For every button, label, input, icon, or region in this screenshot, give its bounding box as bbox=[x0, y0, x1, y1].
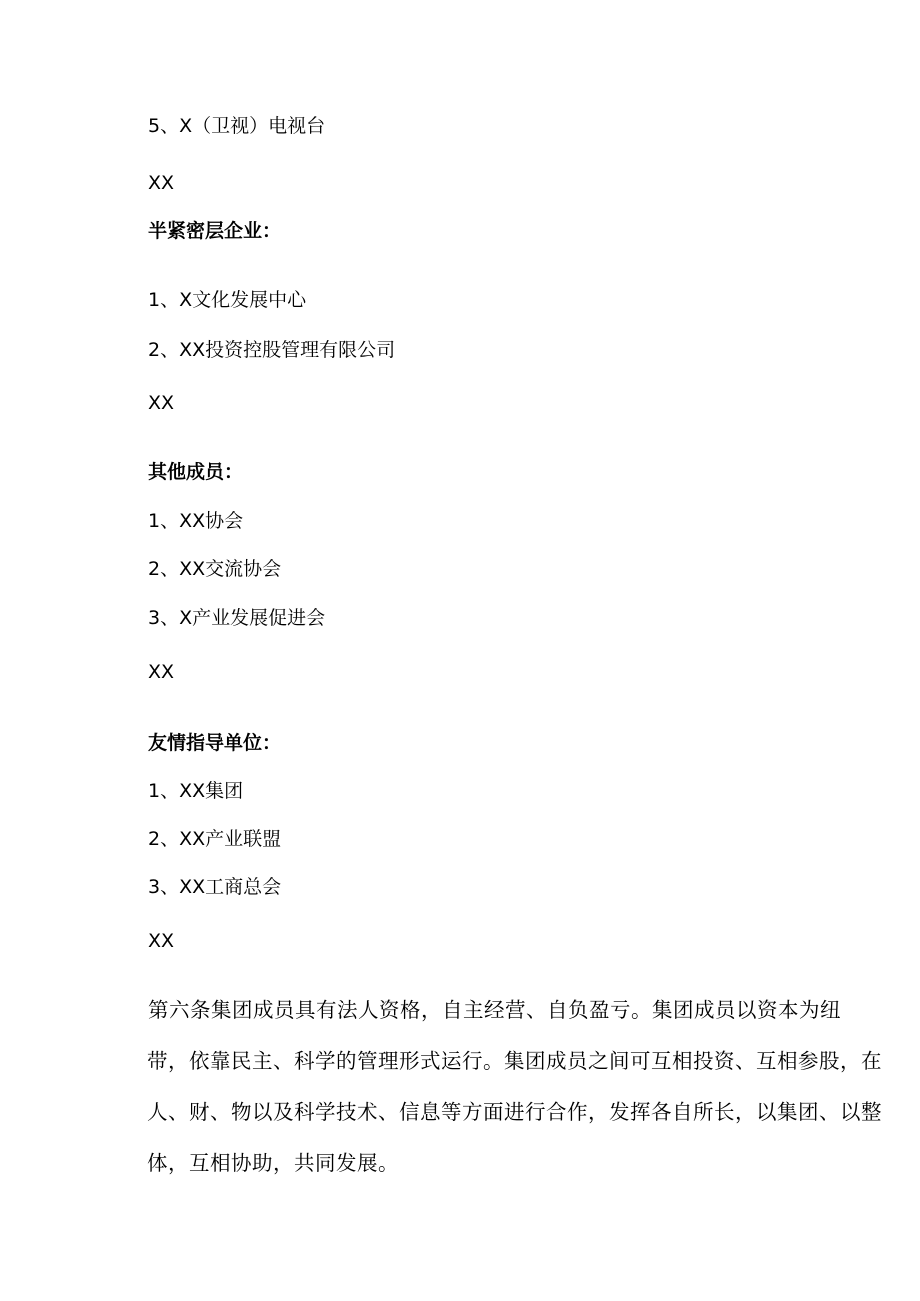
list-item: 2、XX产业联盟 bbox=[148, 828, 282, 850]
list-item: 1、XX协会 bbox=[148, 510, 244, 532]
list-item: 2、XX交流协会 bbox=[148, 558, 282, 580]
list-item: 1、XX集团 bbox=[148, 780, 244, 802]
list-item-tv-station: 5、X（卫视）电视台 bbox=[148, 115, 326, 137]
placeholder-xx: XX bbox=[148, 392, 175, 414]
list-item: 3、X产业发展促进会 bbox=[148, 607, 326, 629]
placeholder-xx: XX bbox=[148, 930, 175, 952]
paragraph-line: 带，依靠民主、科学的管理形式运行。集团成员之间可互相投资、互相参股，在 bbox=[147, 1049, 882, 1073]
placeholder-xx: XX bbox=[148, 172, 175, 194]
placeholder-xx: XX bbox=[148, 661, 175, 683]
article-six-paragraph bbox=[147, 985, 882, 1189]
section-heading-other-members: 其他成员： bbox=[148, 461, 244, 483]
list-item: 3、XX工商总会 bbox=[148, 876, 282, 898]
section-heading-semi-close: 半紧密层企业： bbox=[148, 220, 282, 242]
paragraph-line: 体，互相协助，共同发展。 bbox=[147, 1151, 399, 1175]
list-item: 1、X文化发展中心 bbox=[148, 289, 307, 311]
list-item: 2、XX投资控股管理有限公司 bbox=[148, 339, 396, 361]
section-heading-guidance-units: 友情指导单位： bbox=[148, 732, 282, 754]
paragraph-line: 第六条集团成员具有法人资格，自主经营、自负盈亏。集团成员以资本为纽 bbox=[148, 998, 841, 1022]
paragraph-line: 人、财、物以及科学技术、信息等方面进行合作，发挥各自所长，以集团、以整 bbox=[147, 1100, 882, 1124]
